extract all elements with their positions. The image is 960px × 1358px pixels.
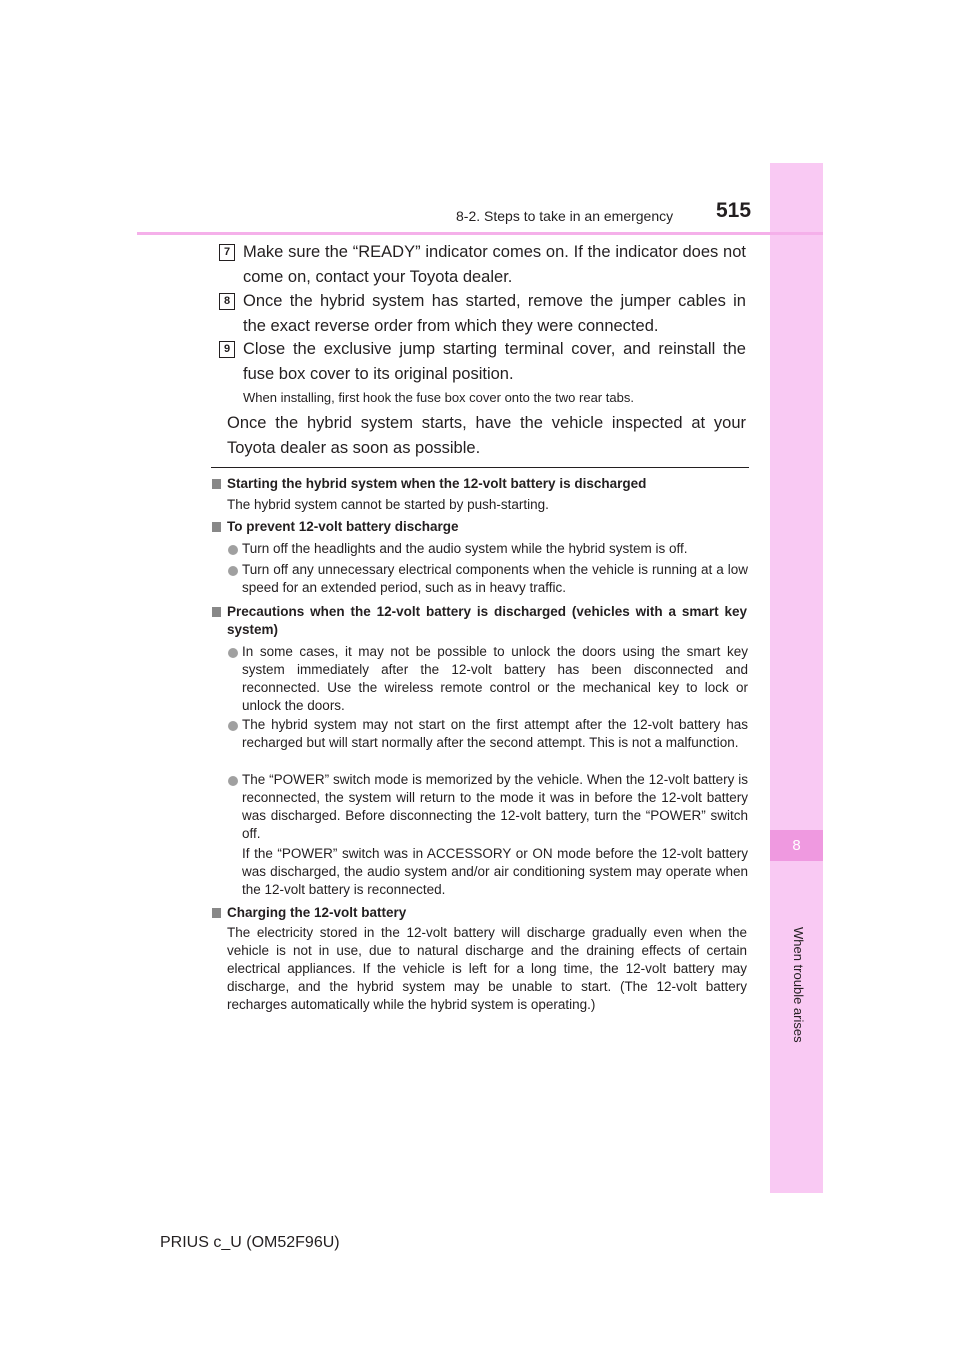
section-2-bullet-2: Turn off any unnecessary electrical components when the vehicle is running at a low speed for an extended period, such as in heavy traffic. [242,562,748,595]
bullet-icon [228,545,238,555]
step-9-badge: 9 [219,341,235,358]
section-marker-icon [212,522,221,532]
closing-text: Once the hybrid system starts, have the vehicle inspected at your Toyota dealer as soon as possible. [227,414,746,457]
section-1-title: Starting the hybrid system when the 12-volt battery is discharged [227,476,647,491]
section-marker-icon [212,607,221,617]
section-3-bullet-2: The hybrid system may not start on the first attempt after the 12-volt battery has recharged but will start normally after the second attempt. This is not a malfunction. [242,717,748,750]
section-4-title: Charging the 12-volt battery [227,905,407,920]
section-title: 8-2. Steps to take in an emergency [456,208,674,224]
section-1-body: The hybrid system cannot be started by push-starting. [227,497,549,512]
step-9-text: Close the exclusive jump starting terminal cover, and reinstall the fuse box cover to its original position. [243,340,746,383]
step-8-badge: 8 [219,293,235,310]
bullet-icon [228,721,238,731]
section-3-bullet-3: The “POWER” switch mode is memorized by the vehicle. When the 12-volt battery is reconnected, the system will return to the mode it was in before the 12-volt battery was discharged. Before disconnecting the 12-volt battery, turn the “POWER” switch off. [242,772,748,841]
chapter-number: 8 [770,830,823,861]
section-divider [211,467,749,468]
step-8-text: Once the hybrid system has started, remove the jumper cables in the exact reverse order from which they were connected. [243,292,746,335]
page-number: 515 [716,199,752,222]
chapter-title: When trouble arises [791,927,806,1043]
bullet-icon [228,566,238,576]
section-3-title: Precautions when the 12-volt battery is discharged (vehicles with a smart key system) [227,604,747,637]
section-3-bullet-3-continued: If the “POWER” switch was in ACCESSORY or ON mode before the 12-volt battery was discharged, the audio system and/or air conditioning system may operate when the 12-volt battery is reconnected. [242,846,748,897]
bullet-icon [228,776,238,786]
section-4-body: The electricity stored in the 12-volt battery will discharge gradually even when the vehicle is not in use, due to natural discharge and the draining effects of certain electrical appliances. If the vehicle is left for a long time, the 12-volt battery may discharge, and the hybrid system may be unable to start. (The 12-volt battery recharges automatically while the hybrid system is operating.) [227,925,747,1012]
section-marker-icon [212,479,221,489]
section-3-bullet-1: In some cases, it may not be possible to unlock the doors using the smart key system immediately after the 12-volt battery has been disconnected and reconnected. Use the wireless remote control or the mechanical key to lock or unlock the doors. [242,644,748,713]
step-7-text: Make sure the “READY” indicator comes on. If the indicator does not come on, contact your Toyota dealer. [243,243,746,286]
bullet-icon [228,648,238,658]
step-7-badge: 7 [219,244,235,261]
step-note: When installing, first hook the fuse box cover onto the two rear tabs. [243,390,634,405]
footer-model-code: PRIUS c_U (OM52F96U) [160,1234,340,1251]
section-2-title: To prevent 12-volt battery discharge [227,519,459,534]
header-rule [137,232,823,235]
section-marker-icon [212,908,221,918]
section-2-bullet-1: Turn off the headlights and the audio system while the hybrid system is off. [242,541,688,556]
